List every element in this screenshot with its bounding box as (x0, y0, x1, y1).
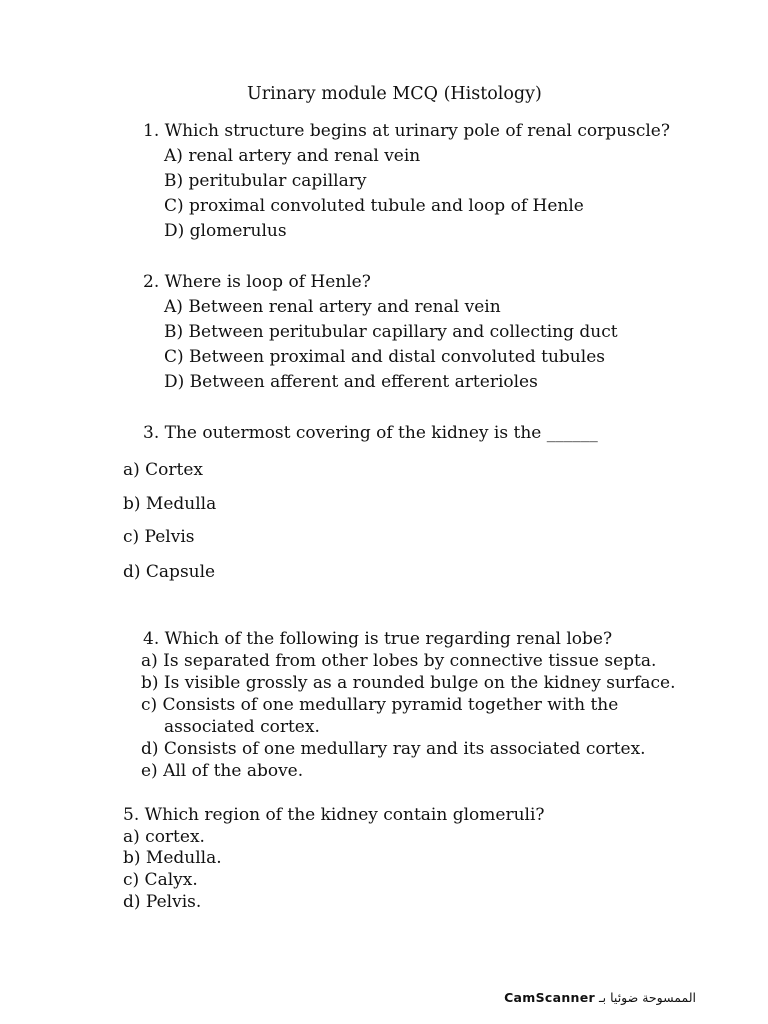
page-title: Urinary module MCQ (Histology) (247, 84, 542, 104)
question-3-option-b: b) Medulla (123, 494, 217, 514)
question-3-stem: 3. The outermost covering of the kidney is the ______ (143, 423, 598, 443)
question-5-option-c: c) Calyx. (123, 870, 198, 890)
question-5-option-d: d) Pelvis. (123, 892, 202, 912)
question-2-option-c: C) Between proximal and distal convoluted tubules (164, 347, 605, 367)
question-4-stem: 4. Which of the following is true regarding renal lobe? (143, 629, 613, 649)
question-1-option-b: B) peritubular capillary (164, 171, 367, 191)
question-3-option-d: d) Capsule (123, 562, 216, 582)
question-3-option-c: c) Pelvis (123, 527, 195, 547)
question-1-stem: 1. Which structure begins at urinary pole of renal corpuscle? (143, 121, 670, 141)
question-5-option-b: b) Medulla. (123, 848, 222, 868)
question-2-option-d: D) Between afferent and efferent arterioles (164, 372, 538, 392)
camscanner-watermark (504, 990, 696, 1005)
question-1-option-c: C) proximal convoluted tubule and loop of Henle (164, 196, 584, 216)
question-2-option-b: B) Between peritubular capillary and collecting duct (164, 322, 618, 342)
question-2-option-a: A) Between renal artery and renal vein (164, 297, 501, 317)
question-4-option-a: a) Is separated from other lobes by connective tissue septa. (141, 651, 657, 671)
question-4-option-d: d) Consists of one medullary ray and its associated cortex. (141, 739, 646, 759)
question-2-stem: 2. Where is loop of Henle? (143, 272, 371, 292)
question-5-stem: 5. Which region of the kidney contain glomeruli? (123, 805, 545, 825)
question-3-option-a: a) Cortex (123, 460, 204, 480)
watermark-brand: CamScanner (504, 990, 595, 1005)
watermark-arabic-text: الممسوحة ضوئيا بـ (599, 990, 696, 1005)
question-4-option-c: c) Consists of one medullary pyramid together with the (141, 695, 619, 715)
question-4-option-b: b) Is visible grossly as a rounded bulge on the kidney surface. (141, 673, 676, 693)
question-4-option-e: e) All of the above. (141, 761, 304, 781)
question-5-option-a: a) cortex. (123, 827, 205, 847)
question-1-option-d: D) glomerulus (164, 221, 287, 241)
question-4-option-c-continued: associated cortex. (164, 717, 320, 737)
question-1-option-a: A) renal artery and renal vein (164, 146, 421, 166)
